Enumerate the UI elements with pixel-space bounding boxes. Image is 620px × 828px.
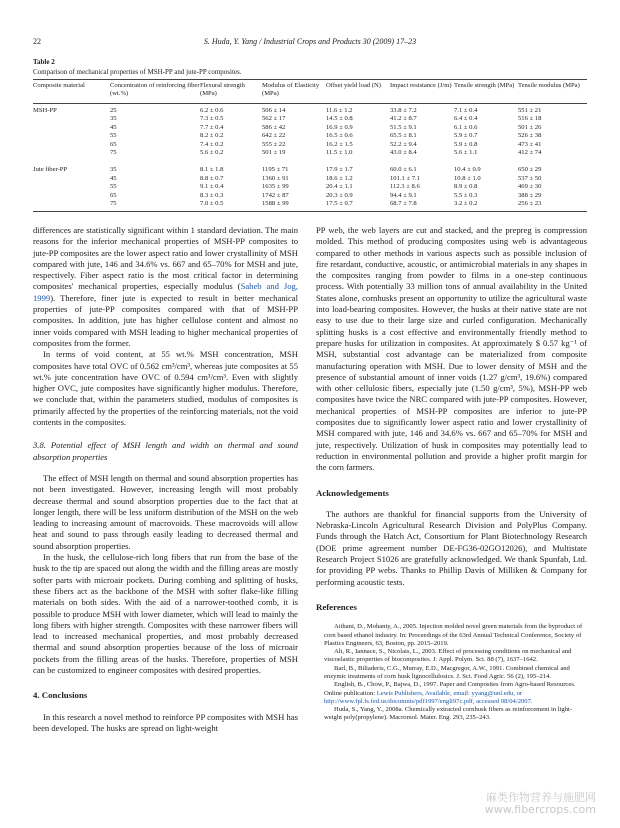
journal-citation: S. Huda, Y. Yang / Industrial Crops and Products 30 (2009) 17–23 [203, 37, 417, 46]
table-cell: 65 [110, 140, 117, 148]
table-cell: 75 [110, 200, 200, 212]
references-heading: References [316, 601, 357, 612]
table-cell: 1360 ± 91 [262, 174, 289, 182]
table-header-row [33, 80, 587, 104]
table-cell: 7.7 ± 0.4 [200, 123, 224, 131]
table-cell: 75 [110, 149, 117, 157]
table-cell: 5.9 ± 0.8 [454, 140, 478, 148]
material-cell: MSH-PP [33, 107, 57, 114]
table-cell: 642 ± 22 [262, 132, 286, 140]
paragraph: In the husk, the cellulose-rich long fibers that run from the base of the husk to the tip are spaced out along the width and the filling areas are mostly softer parts with microair pockets. During combing and splitting of husks, these fibers act as the backbone of the MSH with softer flake-like filling materials on both sides. With the aid of a narrower-toothed comb, it is possible to produce MSH with lower diameter, which will lead to mainly the long fibers with higher strength. Composites with these narrower fibers will lead to increased mechanical properties, and most probably decreased thermal and sound absorption properties because of the loss of microair pockets from the filling areas of the husks. Therefore, properties of MSH can be customized to engineer composites with desired properties. [33, 552, 298, 675]
table-cell: 6.1 ± 0.6 [454, 123, 478, 131]
table-cell: 43.0 ± 8.4 [390, 149, 417, 157]
table-cell: 6.4 ± 0.4 [454, 115, 478, 123]
watermark-url: www.fibercrops.com [484, 803, 596, 816]
paragraph: PP web, the web layers are cut and stacked, and the prepreg is compression molded. This method of producing composites using web is advantageous compared to other methods in various aspects such as possible inclusion of fire retardant, conductive, acoustic, or antimicrobial materials in any shapes in the composites ranging from powder to films in a one-step continuous process. With potentially 33 million tons of annual availability in the United States alone, cornhusks present an opportunity to utilize the agricultural waste into load-bearing composites. However, the husks at their native state are not easy to use due to their large size and curled configuration. Mechanically splitting husks is a cost effective and environmentally friendly method to prepare husks for utilization in composites. At approximately $ 0.57 kg⁻¹ of MSH, substantial cost advantage can be materialized from composite manufacturing operation with MSH. Due to lower density of MSH and the presence of substantial amount of inner voids (1.27 g/cm³, 19.6%) compared with other cellulosic fibers, especially jute (1.50 g/cm³, 5%), MSH-PP web composites have twice the NRC compared with jute-PP composites. However, mechanical properties of MSH-PP composites are inferior to jute-PP composites due to significantly lower aspect ratio and lower crystallinity of MSH compared with jute, 146 and 34.6% vs. 667 and 65–70% for MSH and jute, respectively. Utilization of husk in composites may potentially lead to reduction in environmental pollution and provide a higher profit margin for the corn farmers. [316, 225, 587, 473]
table-cell: 1742 ± 87 [262, 191, 289, 199]
table-row [33, 141, 587, 149]
right-column [316, 225, 587, 723]
material-cell [33, 200, 110, 212]
section-title: 3.8. Potential effect of MSH length and width on thermal and sound absorption properties [33, 440, 298, 462]
table-cell: 8.2 ± 0.2 [200, 132, 224, 140]
table-cell: 562 ± 17 [262, 115, 286, 123]
table-row [33, 200, 587, 212]
table-cell: 516 ± 18 [518, 115, 542, 123]
table-cell: 112.3 ± 8.6 [390, 183, 420, 191]
table-cell: 506 ± 14 [262, 107, 286, 114]
material-cell [33, 149, 110, 157]
material-cell [33, 132, 110, 140]
table-cell: 526 ± 38 [518, 132, 542, 140]
table-cell: 650 ± 29 [518, 166, 542, 174]
reference-item: English, B., Chow, P., Bajwa, D., 1997. Paper and Composites from Agro-based Resources. Online publication: Lewis Publishers, Available, email: yyang@unl.edu, or http://www.fpl.fs.fed.us/documnts/pdf1997/engli97c.pdf, accessed 08/04/2007. [324, 681, 576, 705]
table-cell: 388 ± 29 [518, 191, 542, 199]
table-cell: 5.9 ± 0.7 [454, 132, 478, 140]
table-cell: 8.3 ± 0.3 [200, 191, 224, 199]
table-cell: 1635 ± 99 [262, 183, 289, 191]
table-caption [33, 57, 241, 77]
table-cell: 3.2 ± 0.2 [454, 200, 518, 212]
table-cell: 586 ± 42 [262, 123, 286, 131]
paragraph: In terms of void content, at 55 wt.% MSH concentration, MSH composites have total OVC of 0.562 cm³/cm³, whereas jute composites at 55 wt.% jute concentration have OVC of 0.594 cm³/cm³. Even with slightly higher OVC, jute composites have significantly higher modulus. Therefore, we conclude that, within the parameters studied, modulus of composites is primarily affected by the properties of the reinforcing materials, not the void contents in the composites. [33, 349, 298, 428]
table-cell: 17.5 ± 0.7 [326, 200, 390, 212]
table-cell: 52.2 ± 9.4 [390, 140, 417, 148]
material-cell [33, 183, 110, 191]
table-row [33, 115, 587, 123]
table-cell: 8.8 ± 0.7 [200, 174, 224, 182]
material-cell [33, 192, 110, 200]
material-cell [33, 175, 110, 183]
table-label: Table 2 [33, 58, 55, 66]
paragraph: In this research a novel method to reinforce PP composites with MSH has been developed. The husks are spread on light-weight [33, 711, 298, 733]
col-header: Concentration of reinforcing fiber (wt.%) [110, 82, 200, 98]
mechanical-properties-table [33, 79, 587, 212]
table-row [33, 192, 587, 200]
paragraph: The authors are thankful for financial supports from the University of Nebraska-Lincoln Agricultural Research Division and PolyPlus Company. Funds through the Hatch Act, Consortium for Plant Biotechnology Research (DOE prime agreement number DE-FG36-02GO12026), and Multistate Research Project S1026 are gratefully acknowledged. We thank Spunfab, Ltd. for providing PP webs. Thanks to Phillip Davis of Milliken & Company for performing acoustic tests. [316, 508, 587, 587]
table-cell: 7.4 ± 0.2 [200, 140, 224, 148]
table-cell: 412 ± 74 [518, 149, 542, 157]
table-cell: 16.2 ± 1.5 [326, 140, 353, 148]
watermark [485, 792, 596, 816]
table-body [33, 104, 587, 212]
table-row [33, 157, 587, 174]
table-cell: 45 [110, 123, 117, 131]
table-title: Comparison of mechanical properties of MSH-PP and jute-PP composites. [33, 68, 242, 76]
col-header: Tensile modulus (MPa) [518, 82, 580, 89]
table-cell: 1588 ± 99 [262, 200, 326, 212]
table-cell: 5.6 ± 0.2 [200, 149, 224, 157]
table-cell: 51.5 ± 9.1 [390, 123, 417, 131]
table-cell: 7.3 ± 0.5 [200, 115, 224, 123]
table-cell: 7.0 ± 0.5 [200, 200, 262, 212]
table-cell: 35 [110, 115, 117, 123]
table-cell: 65 [110, 191, 117, 199]
table-cell: 256 ± 23 [518, 200, 587, 212]
table-cell: 11.5 ± 1.0 [326, 149, 353, 157]
material-cell [33, 141, 110, 149]
table-cell: 94.4 ± 9.1 [390, 191, 417, 199]
table-cell: 60.0 ± 6.1 [390, 166, 417, 174]
table-cell: 45 [110, 174, 117, 182]
paragraph: differences are statistically significant within 1 standard deviation. The main reasons for the inferior mechanical properties of MSH-PP composites to jute-PP composites are the lower aspect ratio and lower crystallinity of MSH compared with jute, 146 and 34.6% vs. 667 and 65–70% for MSH and jute, respectively. Fiber aspect ratio is the most critical factor in determining composites' mechanical properties, especially modulus (Saheb and Jog, 1999). Therefore, finer jute is expected to result in better mechanical properties of jute-PP composites compared with that of MSH-PP composites. In addition, jute has higher cellulose content and almost no inner voids compared with MSH leading to higher mechanical properties of composites from the former. [33, 225, 299, 348]
table-row [33, 124, 587, 132]
table-cell: 16.9 ± 0.9 [326, 123, 353, 131]
table-cell: 17.9 ± 1.7 [326, 166, 353, 174]
table-row [33, 149, 587, 157]
table-cell: 8.1 ± 1.8 [200, 166, 224, 174]
table-cell: 473 ± 41 [518, 140, 542, 148]
table-cell: 501 ± 19 [262, 149, 286, 157]
table-cell: 1195 ± 71 [262, 166, 289, 174]
paragraph: The effect of MSH length on thermal and sound absorption properties has not been investigated. However, increasing length will most probably decrease thermal and sound absorption properties due to the fact that at longer length, there will be less uniform distribution of the MSH on the web leading to increasing amount of macrovoids. These macrovoids will allow heat and sound to pass through easily leading to decreased thermal and sound absorption properties. [33, 472, 298, 551]
reference-link[interactable]: Lewis Publishers, Available, email: yyang@unl.edu, or http://www.fpl.fs.fed.us/documnts/pdf1997/engli97c.pdf, accessed 08/04/2007. [324, 689, 533, 705]
table-cell: 10.8 ± 1.0 [454, 174, 481, 182]
table-row [33, 183, 587, 191]
table-cell: 501 ± 26 [518, 123, 542, 131]
table-cell: 555 ± 22 [262, 140, 286, 148]
col-header: Modulus of Elasticity (MPa) [262, 82, 320, 98]
table-cell: 18.6 ± 1.2 [326, 174, 353, 182]
table-cell: 41.2 ± 8.7 [390, 115, 417, 123]
material-cell: Jute fiber-PP [33, 166, 68, 174]
table-cell: 68.7 ± 7.8 [390, 200, 454, 212]
reference-item: Huda, S., Yang, Y., 2008a. Chemically extracted cornhusk fibers as reinforcement in light-weight poly(propylene). Macromol. Mater. Eng. 293, 235–243. [324, 706, 573, 722]
table-cell: 33.8 ± 7.2 [390, 107, 417, 114]
table-cell: 14.5 ± 0.8 [326, 115, 353, 123]
material-cell [33, 115, 110, 123]
col-header: Offset yield load (N) [326, 82, 381, 89]
reference-item: Aithani, D., Mohanty, A., 2005. Injection molded novel green materials from the byproduct of corn based ethanol industry. In: Proceedings of the 63rd Annual Technical Conference, Society of Plastics Engineers, 63, Boston, pp. 2015–2019. [324, 623, 583, 647]
left-column [33, 225, 298, 734]
table-cell: 6.2 ± 0.6 [200, 107, 224, 114]
table-cell: 7.1 ± 0.4 [454, 107, 478, 114]
table-cell: 20.4 ± 1.1 [326, 183, 353, 191]
table-cell: 65.5 ± 8.1 [390, 132, 417, 140]
table-cell: 35 [110, 166, 117, 174]
table-cell: 20.3 ± 0.9 [326, 191, 353, 199]
table-cell: 55 [110, 183, 117, 191]
table-cell: 8.9 ± 0.8 [454, 183, 478, 191]
watermark-cn: 麻类作物营养与施肥网 [486, 791, 596, 804]
col-header: Impact resistance (J/m) [390, 82, 452, 89]
conclusions-heading: 4. Conclusions [33, 690, 88, 701]
table-row [33, 104, 587, 116]
col-header: Tensile strength (MPa) [454, 82, 515, 89]
page-number: 22 [33, 37, 41, 46]
acknowledgements-heading: Acknowledgements [316, 487, 389, 498]
table-cell: 469 ± 30 [518, 183, 542, 191]
table-cell: 11.6 ± 1.2 [326, 107, 353, 114]
reference-item: Barl, B., Biliaderis, C.G., Murray, E.D., Macgregor, A.W., 1991. Combined chemical and enzymic treatments of corn husk lignocellulosics. J. Sci. Food Agric. 56 (2), 195–214. [324, 664, 570, 680]
table-cell: 55 [110, 132, 117, 140]
table-cell: 551 ± 21 [518, 107, 542, 114]
table-cell: 25 [110, 107, 117, 114]
table-cell: 10.4 ± 0.9 [454, 166, 481, 174]
table-cell: 5.5 ± 0.3 [454, 191, 478, 199]
table-row [33, 175, 587, 183]
table-row [33, 132, 587, 140]
table-cell: 537 ± 50 [518, 174, 542, 182]
reference-item: Ali, R., Iannace, S., Nicolais, L., 2003. Effect of processing conditions on mechanical and viscoelastic properties of biocomposites. J. Appl. Polym. Sci. 88 (7), 1637–1642. [324, 648, 572, 664]
col-header: Flexural strength (MPa) [200, 82, 245, 98]
table-cell: 9.1 ± 0.4 [200, 183, 224, 191]
col-header: Composite material [33, 82, 85, 89]
material-cell [33, 124, 110, 132]
table-cell: 16.5 ± 0.6 [326, 132, 353, 140]
citation-link[interactable]: Saheb and Jog, 1999 [33, 281, 299, 303]
running-header [33, 37, 587, 49]
table-cell: 101.1 ± 7.1 [390, 174, 420, 182]
table-cell: 5.6 ± 1.1 [454, 149, 478, 157]
